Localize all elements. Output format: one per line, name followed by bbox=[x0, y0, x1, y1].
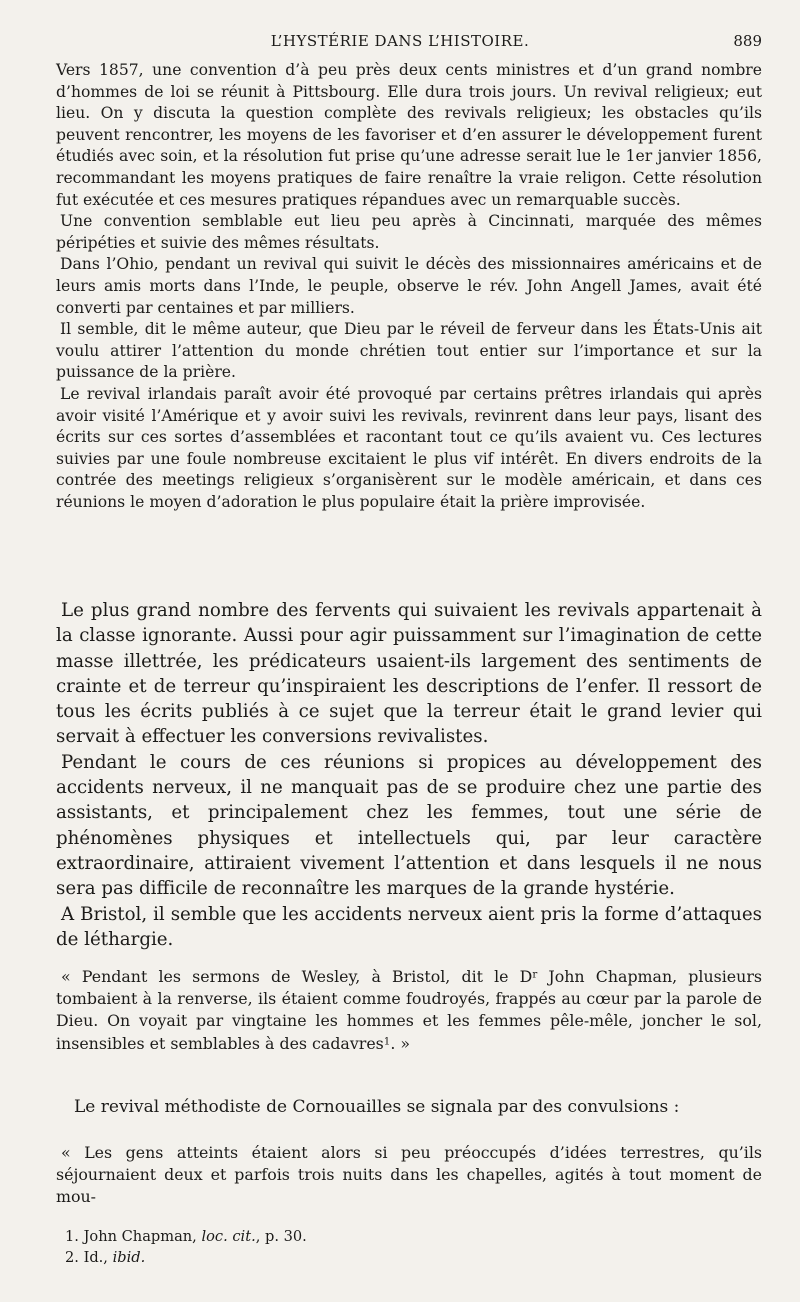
footnote-1: 1. John Chapman, loc. cit., p. 30. bbox=[65, 1228, 307, 1245]
paragraph-accidents-nerveux: Pendant le cours de ces réunions si propices au développement des accidents nerveux, il ne manquait pas de se produire chez une partie des assistants, et principalement chez les femmes, tout une série de phénomènes physiques et intellectuels qui, par leur caractère extraordinaire, attiraient vivement l’attention et dans lesquels il ne nous sera pas difficile de reconnaître les marques de la grande hystérie. bbox=[56, 751, 762, 900]
paragraph-bristol: A Bristol, il semble que les accidents nerveux aient pris la forme d’attaques de léthargie. bbox=[56, 903, 762, 950]
footnote-2: 2. Id., ibid. bbox=[65, 1249, 146, 1266]
footnote-ref-1[interactable]: 1 bbox=[383, 1035, 391, 1047]
main-section bbox=[56, 598, 762, 952]
cornouailles-section bbox=[74, 1096, 762, 1118]
paragraph-ohio: Dans l’Ohio, pendant un revival qui suivit le décès des missionnaires américains et de leurs amis morts dans l’Inde, le peuple, observe le rév. John Angell James, avait été converti par centaines et par milliers. bbox=[56, 255, 762, 317]
paragraph-cincinnati: Une convention semblable eut lieu peu après à Cincinnati, marquée des mêmes péripéties et suivie des mêmes résultats. bbox=[56, 212, 762, 252]
quote-wesley bbox=[56, 966, 762, 1055]
paragraph-terreur: Le plus grand nombre des fervents qui suivaient les revivals appartenait à la classe ignorante. Aussi pour agir puissamment sur l’imagination de cette masse illettrée, les prédicateurs usaient-ils largement des sentiments de crainte et de terreur qu’inspiraient les descriptions de l’enfer. Il ressort de tous les écrits publiés à ce sujet que la terreur était le grand levier qui servait à effectuer les conversions revivalistes. bbox=[56, 600, 762, 748]
page-number: 889 bbox=[733, 32, 762, 50]
quote-cornouailles bbox=[56, 1142, 762, 1209]
paragraph-cornouailles: Le revival méthodiste de Cornouailles se signala par des convulsions : bbox=[74, 1097, 680, 1117]
footnotes bbox=[65, 1226, 307, 1268]
quote-wesley-text: « Pendant les sermons de Wesley, à Bristol, dit le $D^r$ John Chapman, plusieurs tombaient à la renverse, ils étaient comme foudroyés, frappés au cœur par la parole de Dieu. On voyait par vingtaine les hommes et les femmes pêle-mêle, joncher le sol, insensibles et semblables à des cadavres$^1$. » bbox=[56, 967, 762, 1053]
paragraph-priere: Il semble, dit le même auteur, que Dieu par le réveil de ferveur dans les États-Unis ait voulu attirer l’attention du monde chrétien tout entier sur l’importance et sur la puissance de la prière. bbox=[56, 320, 762, 382]
running-title: L’HYSTÉRIE DANS L’HISTOIRE. bbox=[270, 32, 530, 50]
quote-cornouailles-text: « Les gens atteints étaient alors si peu préoccupés d’idées terrestres, qu’ils séjournaient deux et parfois trois nuits dans les chapelles, agités à tout moment de mou- bbox=[56, 1143, 762, 1207]
paragraph-irlandais: Le revival irlandais paraît avoir été provoqué par certains prêtres irlandais qui après avoir visité l’Amérique et y avoir suivi les revivals, revinrent dans leur pays, lisant des écrits sur ces sortes d’assemblées et racontant tout ce qu’ils avaient vu. Ces lectures suivies par une foule nombreuse excitaient le plus vif intérêt. En divers endroits de la contrée des meetings religieux s’organisèrent sur le modèle américain, et dans ces réunions le moyen d’adoration le plus populaire était la prière improvisée. bbox=[56, 384, 762, 511]
paragraph-pittsbourg: Vers 1857, une convention d’à peu près deux cents ministres et d’un grand nombre d’hommes de loi se réunit à Pittsbourg. Elle dura trois jours. Un revival religieux; eut lieu. On y discuta la question complète des revivals religieux; les obstacles qu’ils peuvent rencontrer, les moyens de les favoriser et d’en assurer le développement furent étudiés avec soin, et la résolution fut prise qu’une adresse serait lue le 1er janvier 1856, recommandant les moyens pratiques de faire renaître la vraie religon. Cette résolution fut exécutée et ces mesures pratiques répandues avec un remarquable succès. bbox=[56, 61, 762, 209]
running-header bbox=[38, 32, 762, 54]
top-section bbox=[56, 60, 762, 513]
